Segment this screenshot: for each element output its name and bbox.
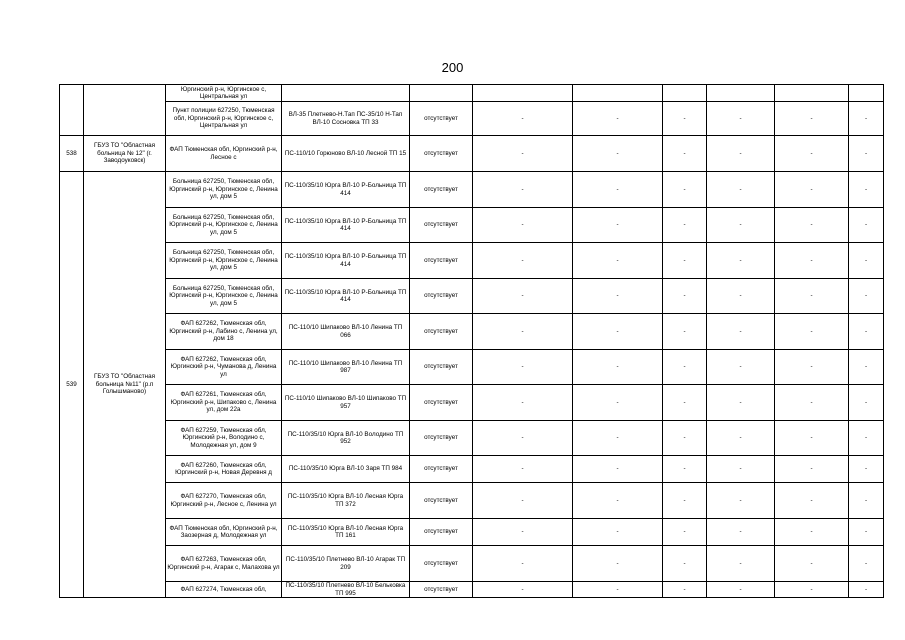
power-line-cell: ПС-110/35/10 Юрга ВЛ-10 Лесная Юрга ТП 372 — [282, 483, 410, 519]
power-line-cell: ПС-110/35/10 Юрга ВЛ-10 Володино ТП 952 — [282, 421, 410, 456]
value-cell: - — [473, 102, 573, 136]
status-cell — [410, 85, 473, 102]
table-row — [60, 85, 884, 102]
value-cell: - — [573, 582, 663, 598]
address-cell: ФАП Тюменская обл, Юргинский р-н, Заозерная д, Молодежная ул — [166, 519, 282, 546]
value-cell: - — [849, 314, 884, 350]
value-cell: - — [707, 546, 775, 582]
value-cell: - — [775, 172, 849, 208]
address-cell: ФАП Тюменская обл, Юргинский р-н, Лесное с — [166, 136, 282, 172]
value-cell: - — [663, 314, 707, 350]
value-cell: - — [473, 279, 573, 314]
value-cell: - — [707, 582, 775, 598]
table-row — [60, 208, 884, 243]
value-cell: - — [663, 421, 707, 456]
value-cell: - — [573, 546, 663, 582]
value-cell — [663, 85, 707, 102]
table-row — [60, 102, 884, 136]
value-cell: - — [573, 136, 663, 172]
value-cell: - — [775, 243, 849, 279]
value-cell: - — [707, 483, 775, 519]
value-cell: - — [849, 350, 884, 385]
value-cell: - — [663, 519, 707, 546]
power-line-cell: ПС-110/10 Шипаково ВЛ-10 Шипаково ТП 957 — [282, 385, 410, 421]
value-cell: - — [849, 102, 884, 136]
value-cell: - — [707, 102, 775, 136]
power-line-cell: ПС-110/10 Шипаково ВЛ-10 Ленина ТП 987 — [282, 350, 410, 385]
value-cell: - — [573, 208, 663, 243]
status-cell: отсутствует — [410, 385, 473, 421]
value-cell: - — [473, 243, 573, 279]
status-cell: отсутствует — [410, 136, 473, 172]
address-cell: ФАП 627274, Тюменская обл, — [166, 582, 282, 598]
value-cell: - — [663, 279, 707, 314]
value-cell: - — [849, 385, 884, 421]
value-cell: - — [473, 421, 573, 456]
value-cell: - — [663, 172, 707, 208]
value-cell: - — [663, 136, 707, 172]
value-cell: - — [663, 243, 707, 279]
value-cell — [573, 85, 663, 102]
value-cell: - — [775, 102, 849, 136]
status-cell: отсутствует — [410, 314, 473, 350]
value-cell: - — [473, 519, 573, 546]
value-cell: - — [473, 385, 573, 421]
organization-cell: ГБУЗ ТО "Областная больница № 12" (г. Заводоуковск) — [84, 136, 166, 172]
value-cell: - — [573, 172, 663, 208]
value-cell: - — [473, 350, 573, 385]
status-cell: отсутствует — [410, 519, 473, 546]
value-cell: - — [663, 385, 707, 421]
address-cell: ФАП 627262, Тюменская обл, Юргинский р-н, Лабино с, Ленина ул, дом 18 — [166, 314, 282, 350]
value-cell: - — [573, 102, 663, 136]
power-line-cell: ВЛ-35 Плетнево-Н.Тап ПС-35/10 Н-Тап ВЛ-10 Сосновка ТП 33 — [282, 102, 410, 136]
value-cell: - — [775, 279, 849, 314]
value-cell: - — [707, 456, 775, 483]
power-line-cell: ПС-110/35/10 Юрга ВЛ-10 Лесная Юрга ТП 161 — [282, 519, 410, 546]
value-cell: - — [473, 546, 573, 582]
table-row — [60, 519, 884, 546]
value-cell: - — [707, 208, 775, 243]
value-cell: - — [573, 519, 663, 546]
value-cell: - — [849, 279, 884, 314]
value-cell: - — [849, 456, 884, 483]
value-cell: - — [573, 279, 663, 314]
value-cell: - — [775, 350, 849, 385]
power-line-cell: ПС-110/35/10 Юрга ВЛ-10 Р-Больница ТП 414 — [282, 243, 410, 279]
data-table — [59, 84, 884, 598]
power-line-cell: ПС-110/35/10 Плетнево ВЛ-10 Бельковка ТП 995 — [282, 582, 410, 598]
value-cell: - — [849, 243, 884, 279]
organization-cell: ГБУЗ ТО "Областная больница №11" (р.п Голышманово) — [84, 172, 166, 598]
value-cell: - — [707, 421, 775, 456]
value-cell: - — [849, 582, 884, 598]
value-cell: - — [663, 546, 707, 582]
value-cell: - — [849, 546, 884, 582]
value-cell: - — [775, 582, 849, 598]
value-cell: - — [663, 350, 707, 385]
power-line-cell: ПС-110/35/10 Юрга ВЛ-10 Р-Больница ТП 414 — [282, 279, 410, 314]
address-cell: ФАП 627270, Тюменская обл, Юргинский р-н, Лесное с, Ленина ул — [166, 483, 282, 519]
value-cell: - — [707, 172, 775, 208]
value-cell: - — [573, 243, 663, 279]
status-cell: отсутствует — [410, 483, 473, 519]
value-cell: - — [707, 350, 775, 385]
power-line-cell: ПС-110/35/10 Юрга ВЛ-10 Р-Больница ТП 414 — [282, 172, 410, 208]
table-row — [60, 421, 884, 456]
power-line-cell: ПС-110/35/10 Юрга ВЛ-10 Заря ТП 984 — [282, 456, 410, 483]
value-cell: - — [573, 314, 663, 350]
value-cell: - — [707, 243, 775, 279]
value-cell: - — [849, 208, 884, 243]
value-cell: - — [707, 314, 775, 350]
address-cell: ФАП 627259, Тюменская обл, Юргинский р-н, Володино с, Молодежная ул, дом 9 — [166, 421, 282, 456]
value-cell: - — [573, 456, 663, 483]
status-cell: отсутствует — [410, 243, 473, 279]
status-cell: отсутствует — [410, 102, 473, 136]
value-cell — [707, 85, 775, 102]
value-cell: - — [573, 350, 663, 385]
status-cell: отсутствует — [410, 279, 473, 314]
address-cell: Больница 627250, Тюменская обл, Юргинский р-н, Юргинское с, Ленина ул, дом 5 — [166, 243, 282, 279]
address-cell: Больница 627250, Тюменская обл, Юргинский р-н, Юргинское с, Ленина ул, дом 5 — [166, 279, 282, 314]
power-line-cell: ПС-110/35/10 Юрга ВЛ-10 Р-Больница ТП 414 — [282, 208, 410, 243]
value-cell: - — [849, 172, 884, 208]
status-cell: отсутствует — [410, 582, 473, 598]
value-cell — [849, 85, 884, 102]
table-row — [60, 483, 884, 519]
value-cell: - — [849, 519, 884, 546]
address-cell: ФАП 627262, Тюменская обл, Юргинский р-н, Чуманова д, Ленина ул — [166, 350, 282, 385]
value-cell: - — [663, 582, 707, 598]
table-row — [60, 136, 884, 172]
power-line-cell — [282, 85, 410, 102]
value-cell: - — [663, 483, 707, 519]
value-cell: - — [707, 385, 775, 421]
status-cell: отсутствует — [410, 350, 473, 385]
table-row — [60, 243, 884, 279]
value-cell — [473, 85, 573, 102]
address-cell: Пункт полиции 627250, Тюменская обл, Юргинский р-н, Юргинское с, Центральная ул — [166, 102, 282, 136]
status-cell: отсутствует — [410, 172, 473, 208]
row-number-cell: 538 — [60, 136, 84, 172]
address-cell: ФАП 627261, Тюменская обл, Юргинский р-н, Шипаково с, Ленина ул, дом 22а — [166, 385, 282, 421]
value-cell: - — [473, 136, 573, 172]
table-row — [60, 172, 884, 208]
table-row — [60, 314, 884, 350]
value-cell: - — [573, 483, 663, 519]
value-cell: - — [849, 483, 884, 519]
value-cell: - — [775, 546, 849, 582]
status-cell: отсутствует — [410, 456, 473, 483]
value-cell: - — [775, 208, 849, 243]
value-cell — [775, 85, 849, 102]
table-row — [60, 385, 884, 421]
address-cell: Юргинский р-н, Юргинское с, Центральная ул — [166, 85, 282, 102]
row-number-cell: 539 — [60, 172, 84, 598]
table-row — [60, 350, 884, 385]
value-cell: - — [573, 421, 663, 456]
value-cell: - — [663, 102, 707, 136]
table-row — [60, 582, 884, 598]
value-cell: - — [473, 483, 573, 519]
value-cell: - — [775, 456, 849, 483]
address-cell: ФАП 627260, Тюменская обл, Юргинский р-н, Новая Деревня д — [166, 456, 282, 483]
row-number-cell — [60, 85, 84, 136]
value-cell: - — [473, 172, 573, 208]
value-cell: - — [707, 136, 775, 172]
value-cell: - — [473, 456, 573, 483]
power-line-cell: ПС-110/35/10 Плетнево ВЛ-10 Агарак ТП 209 — [282, 546, 410, 582]
value-cell: - — [707, 279, 775, 314]
value-cell: - — [473, 208, 573, 243]
address-cell: Больница 627250, Тюменская обл, Юргинский р-н, Юргинское с, Ленина ул, дом 5 — [166, 172, 282, 208]
value-cell: - — [663, 208, 707, 243]
status-cell: отсутствует — [410, 546, 473, 582]
address-cell: ФАП 627263, Тюменская обл, Юргинский р-н, Агарак с, Малахова ул — [166, 546, 282, 582]
table-row — [60, 456, 884, 483]
value-cell: - — [707, 519, 775, 546]
status-cell: отсутствует — [410, 421, 473, 456]
value-cell: - — [663, 456, 707, 483]
page-number: 200 — [441, 60, 464, 75]
value-cell: - — [775, 483, 849, 519]
value-cell: - — [775, 421, 849, 456]
power-line-cell: ПС-110/10 Шипаково ВЛ-10 Ленина ТП 066 — [282, 314, 410, 350]
table-row — [60, 546, 884, 582]
value-cell: - — [775, 385, 849, 421]
status-cell: отсутствует — [410, 208, 473, 243]
address-cell: Больница 627250, Тюменская обл, Юргинский р-н, Юргинское с, Ленина ул, дом 5 — [166, 208, 282, 243]
value-cell: - — [473, 314, 573, 350]
value-cell: - — [573, 385, 663, 421]
value-cell: - — [849, 421, 884, 456]
value-cell: - — [775, 136, 849, 172]
value-cell: - — [775, 519, 849, 546]
value-cell: - — [775, 314, 849, 350]
organization-cell — [84, 85, 166, 136]
table-row — [60, 279, 884, 314]
value-cell: - — [473, 582, 573, 598]
power-line-cell: ПС-110/10 Горюново ВЛ-10 Лесной ТП 15 — [282, 136, 410, 172]
value-cell: - — [849, 136, 884, 172]
